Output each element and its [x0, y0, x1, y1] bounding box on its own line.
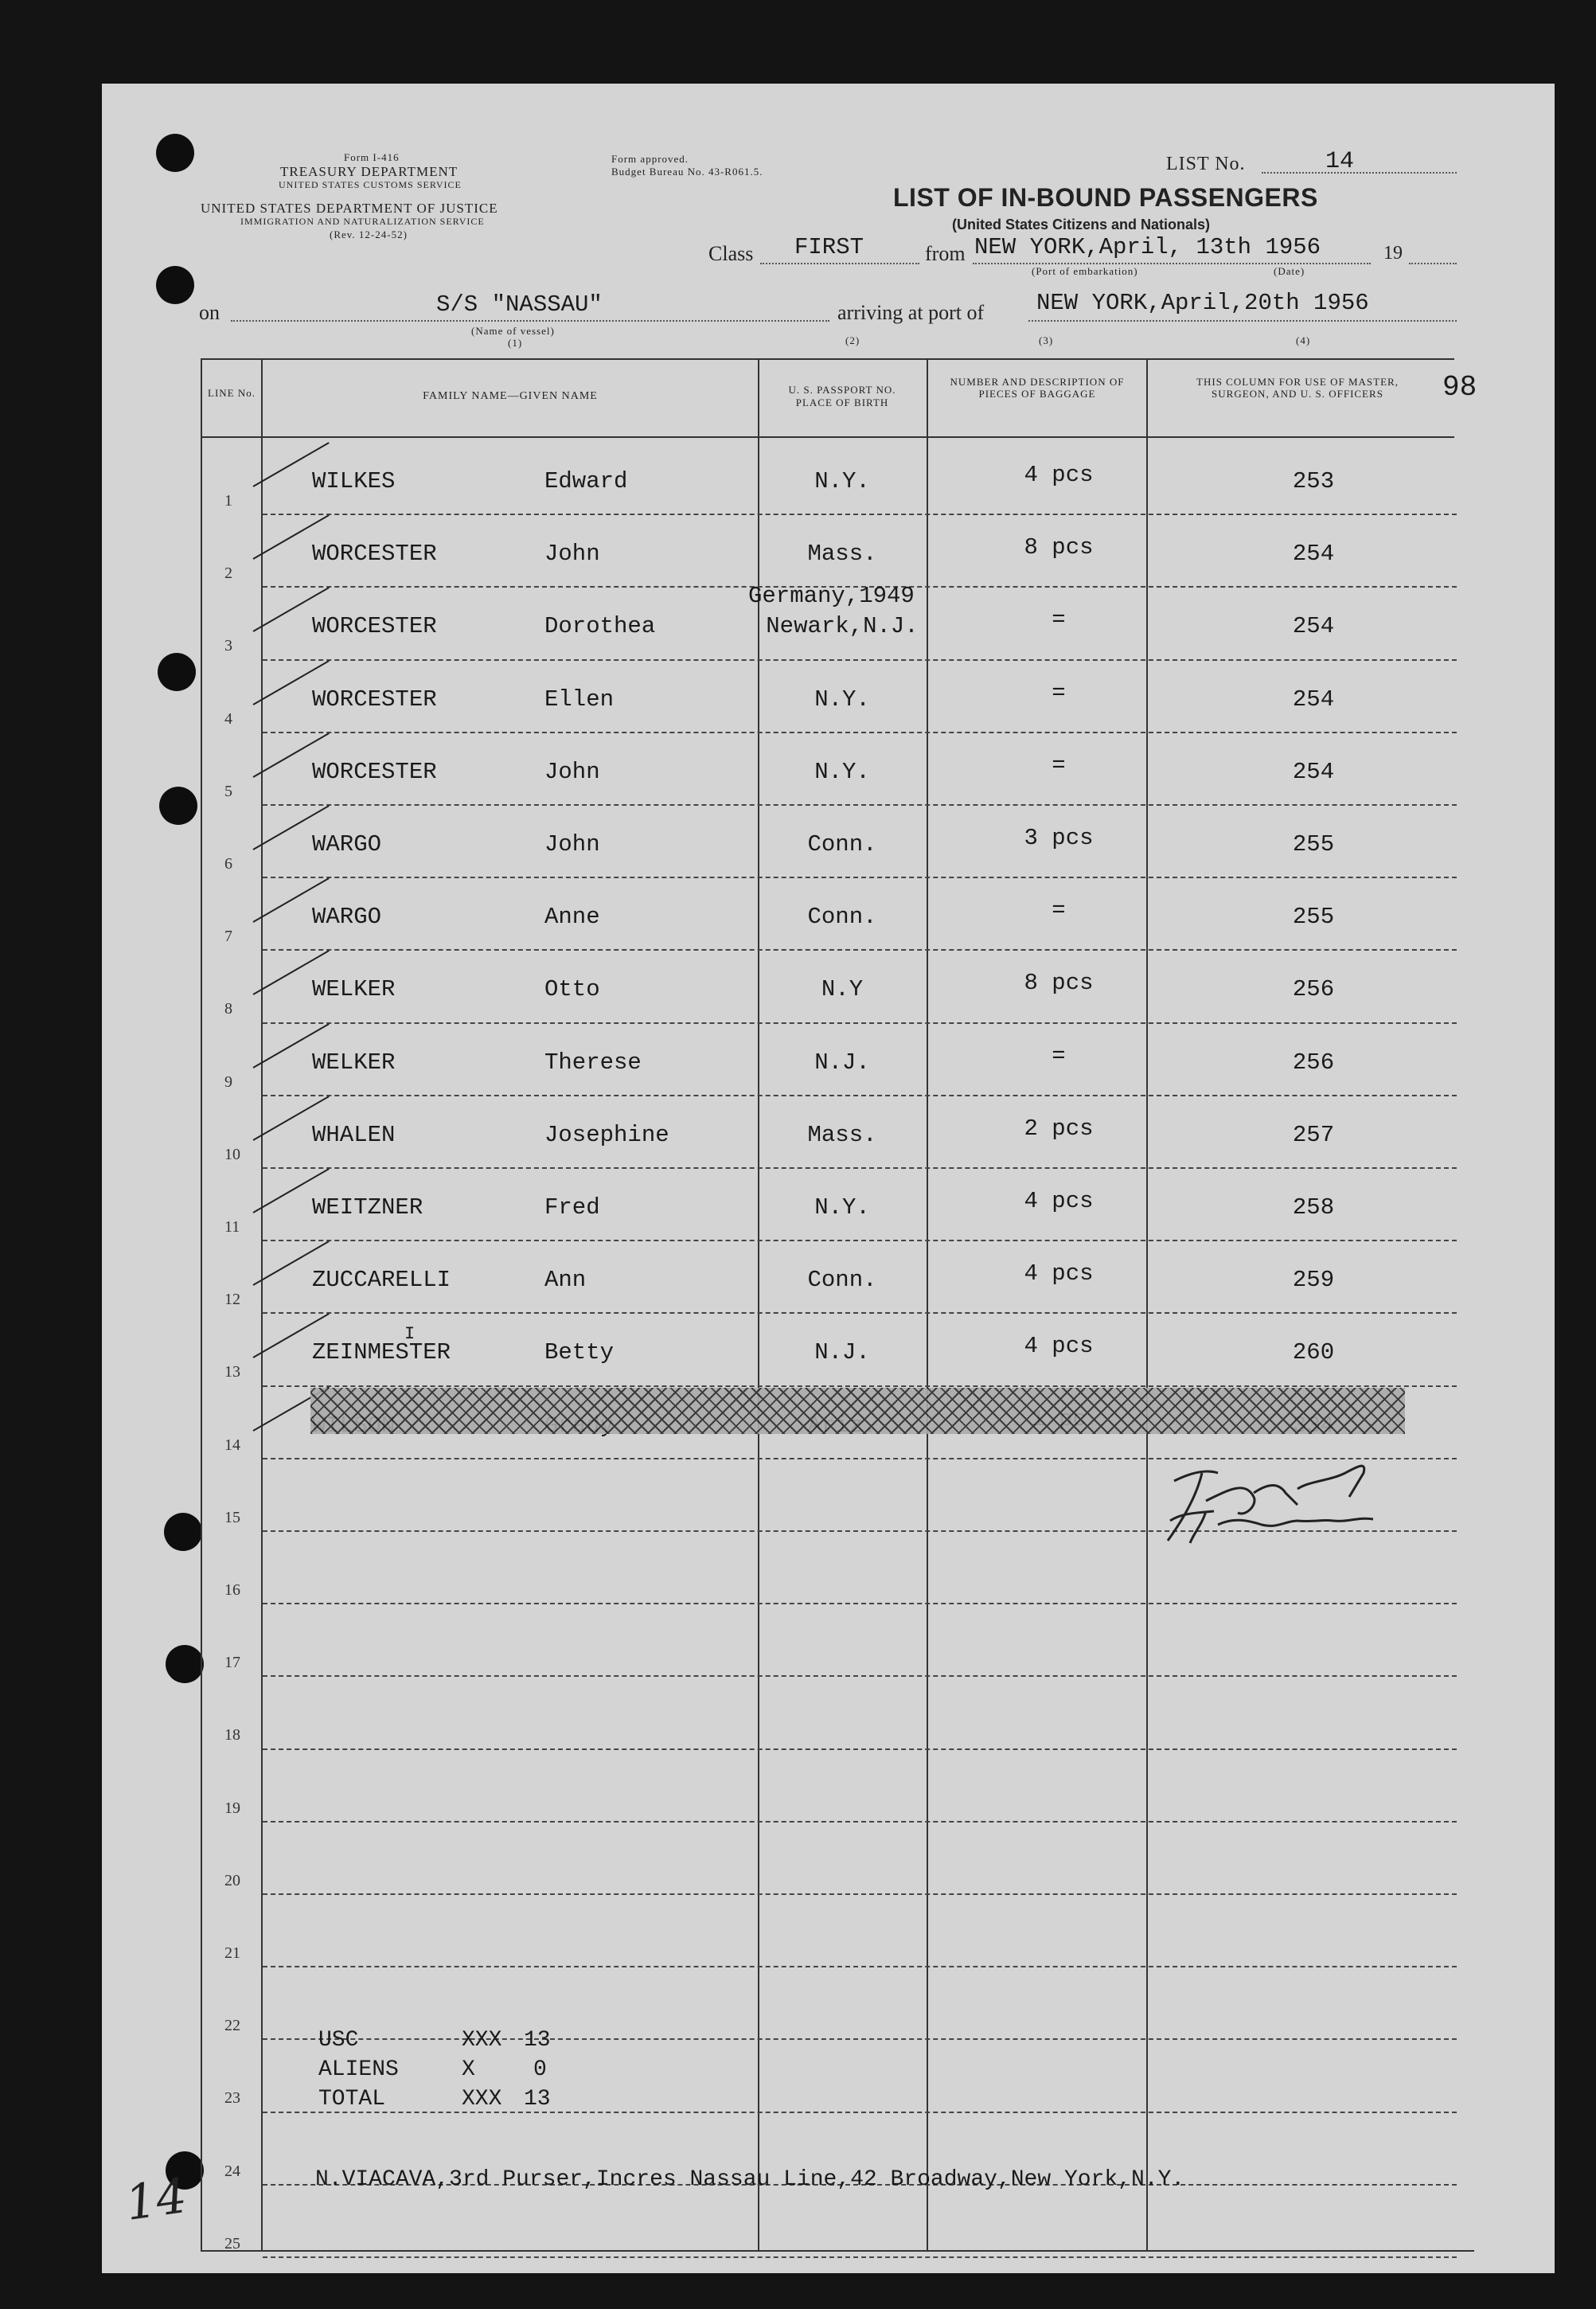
table-row-line — [263, 1603, 1457, 1604]
strikethrough-row-14 — [310, 1388, 1405, 1434]
list-number: 14 — [1325, 148, 1355, 175]
line-number: 6 — [224, 855, 232, 873]
aliens-crossed: X — [462, 2057, 475, 2082]
aliens-value: 0 — [533, 2057, 547, 2082]
from-line — [973, 263, 1371, 264]
line-number: 13 — [224, 1363, 240, 1381]
table-row-line — [263, 514, 1457, 515]
arriving-line — [1028, 320, 1457, 322]
family-name: WILKES — [312, 468, 396, 494]
line-col-divider — [261, 358, 263, 2252]
given-name: Ellen — [544, 686, 615, 713]
table-row-line — [263, 949, 1457, 951]
name-col-divider — [758, 358, 759, 2252]
table-row-line — [263, 1675, 1457, 1677]
given-name: Fred — [544, 1194, 600, 1221]
col-header-officers: THIS COLUMN FOR USE OF MASTER, SURGEON, AND U. S. OFFICERS — [1196, 376, 1399, 400]
line-number: 18 — [224, 1726, 240, 1744]
officer-number: 255 — [1292, 904, 1335, 931]
line-number: 21 — [224, 1944, 240, 1962]
baggage-count: 4 pcs — [1024, 1260, 1094, 1287]
place-of-birth: Mass. — [807, 1121, 877, 1148]
arriving-label: arriving at port of — [837, 301, 985, 324]
place-of-birth: N.Y. — [814, 1194, 870, 1221]
table-row-line — [263, 1821, 1457, 1823]
table-row-line — [263, 1095, 1457, 1096]
line-number: 17 — [224, 1654, 240, 1672]
line-number: 20 — [224, 1871, 240, 1889]
arriving-value: NEW YORK,April,20th 1956 — [1036, 290, 1369, 316]
family-name: WHALEN — [312, 1121, 396, 1148]
line-number: 19 — [224, 1799, 240, 1817]
line-number: 3 — [224, 637, 232, 655]
binder-hole — [156, 266, 194, 304]
col1-number: (1) — [508, 337, 523, 349]
treasury-dept: TREASURY DEPARTMENT — [280, 164, 459, 179]
class-line — [760, 263, 919, 264]
table-row-line — [263, 2038, 1457, 2040]
port-caption: (Port of embarkation) — [1032, 265, 1138, 277]
baggage-count: 4 pcs — [1024, 1333, 1094, 1360]
place-of-birth: Conn. — [807, 831, 877, 858]
given-name: Otto — [544, 976, 600, 1003]
col2-number: (2) — [845, 334, 860, 346]
table-row-line — [263, 1167, 1457, 1169]
line-number: 11 — [224, 1218, 240, 1236]
total-value: 13 — [524, 2087, 551, 2112]
from-label: from — [925, 242, 966, 265]
col3-number: (3) — [1039, 334, 1054, 346]
family-name: ZEINMESTER — [312, 1339, 451, 1366]
usc-crossed: XXX — [462, 2028, 502, 2053]
line-number: 22 — [224, 2017, 240, 2035]
family-name: WORCESTER — [312, 686, 437, 713]
table-row-line — [263, 2112, 1457, 2113]
baggage-count: 8 pcs — [1024, 970, 1094, 997]
officer-number: 253 — [1292, 468, 1335, 494]
binder-hole — [159, 787, 197, 825]
officer-number: 256 — [1292, 1049, 1335, 1076]
given-name: Edward — [544, 468, 628, 494]
line-number: 2 — [224, 565, 232, 583]
baggage-count: = — [1052, 1042, 1066, 1069]
vessel-line — [231, 320, 829, 322]
form-sheet — [102, 84, 1555, 2273]
birth-note-germany: Germany,1949 — [748, 583, 915, 609]
table-bottom-border — [201, 2250, 1474, 2252]
given-name: Dorothea — [544, 613, 656, 640]
place-of-birth: Mass. — [807, 541, 877, 568]
immigration-service: IMMIGRATION AND NATURALIZATION SERVICE — [240, 216, 485, 227]
officer-number: 255 — [1292, 831, 1335, 858]
family-name: WORCESTER — [312, 541, 437, 568]
col4-number: (4) — [1296, 334, 1311, 346]
baggage-count: 4 pcs — [1024, 462, 1094, 488]
line-number: 9 — [224, 1072, 232, 1091]
from-value: NEW YORK,April, 13th 1956 — [974, 234, 1321, 260]
given-name: John — [544, 758, 600, 785]
officer-number: 254 — [1292, 613, 1335, 640]
place-of-birth: Conn. — [807, 904, 877, 931]
customs-service: UNITED STATES CUSTOMS SERVICE — [279, 179, 462, 190]
col-header-line: LINE No. — [208, 387, 256, 399]
table-header-border — [201, 436, 1454, 438]
form-approved: Form approved. — [611, 153, 689, 165]
line-number: 1 — [224, 492, 232, 510]
officer-number: 254 — [1292, 758, 1335, 785]
table-row-line — [263, 659, 1457, 661]
table-left-border — [201, 358, 202, 2252]
year-prefix: 19 — [1383, 243, 1403, 264]
page-number: 98 — [1442, 371, 1477, 404]
baggage-count: 8 pcs — [1024, 534, 1094, 561]
insert-mark: I — [404, 1324, 416, 1344]
given-name: John — [544, 831, 600, 858]
total-label: TOTAL — [318, 2087, 386, 2112]
date-caption: (Date) — [1274, 265, 1305, 277]
baggage-count: 2 pcs — [1024, 1115, 1094, 1142]
family-name: WELKER — [312, 976, 396, 1003]
family-name: WORCESTER — [312, 613, 437, 640]
table-row-line — [263, 732, 1457, 733]
class-value: FIRST — [794, 234, 864, 260]
passport-col-divider — [927, 358, 928, 2252]
table-row-line — [263, 1312, 1457, 1314]
officer-number: 260 — [1292, 1339, 1335, 1366]
budget-bureau: Budget Bureau No. 43-R061.5. — [611, 166, 763, 178]
col-header-baggage: NUMBER AND DESCRIPTION OF PIECES OF BAGGAGE — [950, 376, 1125, 400]
baggage-count: = — [1052, 679, 1066, 706]
officer-number: 257 — [1292, 1121, 1335, 1148]
margin-note: 14 — [122, 2168, 190, 2232]
given-name: Ann — [544, 1267, 587, 1294]
table-row-line — [263, 2256, 1457, 2258]
officer-number: 259 — [1292, 1267, 1335, 1294]
line-number: 4 — [224, 709, 232, 728]
line-number: 15 — [224, 1508, 240, 1526]
given-name: Anne — [544, 904, 600, 931]
table-row-line — [263, 1022, 1457, 1024]
page-title: LIST OF IN-BOUND PASSENGERS — [893, 183, 1318, 212]
justice-dept: UNITED STATES DEPARTMENT OF JUSTICE — [201, 201, 498, 216]
table-top-border — [201, 358, 1454, 360]
handwritten-initials — [1158, 1457, 1413, 1553]
baggage-count: = — [1052, 752, 1066, 779]
given-name: John — [544, 541, 600, 568]
family-name: WORCESTER — [312, 758, 437, 785]
baggage-col-divider — [1146, 358, 1148, 2252]
table-row-line — [263, 1966, 1457, 1967]
usc-value: 13 — [524, 2028, 551, 2053]
revision: (Rev. 12-24-52) — [330, 229, 408, 240]
purser-signature-line: N.VIACAVA,3rd Purser,Incres Nassau Line,42 Broadway,New York,N.Y. — [315, 2167, 1185, 2192]
col-header-name: FAMILY NAME—GIVEN NAME — [423, 390, 598, 402]
usc-label: USC — [318, 2028, 359, 2053]
officer-number: 258 — [1292, 1194, 1335, 1221]
table-row-line — [263, 1240, 1457, 1241]
line-number: 14 — [224, 1436, 240, 1454]
officer-number: 256 — [1292, 976, 1335, 1003]
list-label: LIST No. — [1166, 154, 1246, 174]
given-name: Therese — [544, 1049, 642, 1076]
place-of-birth: Newark,N.J. — [766, 613, 919, 640]
form-number: Form I-416 — [344, 151, 400, 163]
on-label: on — [199, 301, 220, 324]
family-name: WELKER — [312, 1049, 396, 1076]
binder-hole — [164, 1513, 202, 1551]
family-name: WARGO — [312, 904, 382, 931]
vessel-name: S/S "NASSAU" — [436, 291, 603, 318]
place-of-birth: N.J. — [814, 1339, 870, 1366]
line-number: 25 — [224, 2234, 240, 2252]
line-number: 16 — [224, 1581, 240, 1599]
binder-hole — [156, 134, 194, 172]
baggage-count: 3 pcs — [1024, 825, 1094, 851]
baggage-count: 4 pcs — [1024, 1188, 1094, 1214]
page-subtitle: (United States Citizens and Nationals) — [952, 217, 1211, 232]
total-crossed: XXX — [462, 2087, 502, 2112]
class-label: Class — [708, 242, 754, 265]
list-no-line — [1262, 172, 1457, 174]
line-number: 24 — [224, 2162, 240, 2180]
line-number: 5 — [224, 782, 232, 800]
family-name: WARGO — [312, 831, 382, 858]
binder-hole — [158, 653, 196, 691]
place-of-birth: Conn. — [807, 1267, 877, 1294]
line-number: 10 — [224, 1145, 240, 1163]
baggage-count: = — [1052, 607, 1066, 634]
line-number: 23 — [224, 2089, 240, 2108]
table-row-line — [263, 1385, 1457, 1387]
table-row-line — [263, 1748, 1457, 1750]
place-of-birth: N.Y. — [814, 468, 870, 494]
baggage-count: = — [1052, 897, 1066, 924]
col-header-passport: U. S. PASSPORT NO. PLACE OF BIRTH — [788, 384, 896, 408]
table-row-line — [263, 804, 1457, 806]
aliens-label: ALIENS — [318, 2057, 399, 2082]
table-row-line — [263, 1893, 1457, 1895]
given-name: Betty — [544, 1339, 615, 1366]
family-name: ZUCCARELLI — [312, 1267, 451, 1294]
officer-number: 254 — [1292, 686, 1335, 713]
given-name: Josephine — [544, 1121, 669, 1148]
place-of-birth: N.Y. — [814, 758, 870, 785]
place-of-birth: N.J. — [814, 1049, 870, 1076]
family-name: WEITZNER — [312, 1194, 423, 1221]
table-row-line — [263, 877, 1457, 878]
year-line — [1409, 263, 1457, 264]
line-number: 12 — [224, 1291, 240, 1309]
place-of-birth: N.Y — [821, 976, 864, 1003]
binder-hole — [166, 1645, 204, 1683]
line-number: 8 — [224, 1000, 232, 1018]
vessel-caption: (Name of vessel) — [471, 325, 555, 337]
officer-number: 254 — [1292, 541, 1335, 568]
place-of-birth: N.Y. — [814, 686, 870, 713]
line-number: 7 — [224, 928, 232, 946]
